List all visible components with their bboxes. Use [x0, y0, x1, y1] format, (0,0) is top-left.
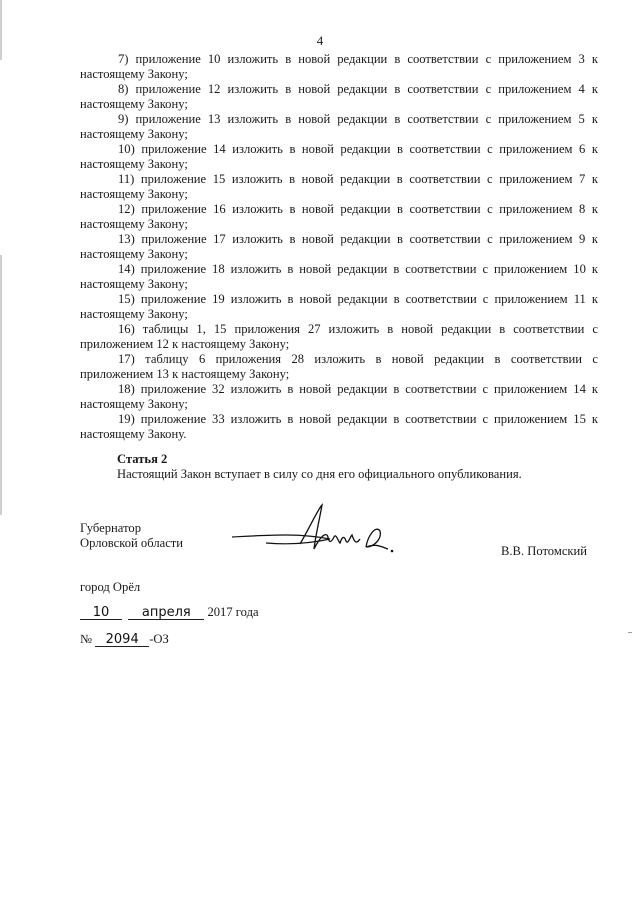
list-item-continuation: настоящему Закону;: [80, 277, 188, 291]
list-item-continuation: настоящему Закону;: [80, 127, 188, 141]
article-title: Статья 2: [117, 452, 168, 466]
list-item: [80, 172, 598, 202]
list-item-continuation: настоящему Закону;: [80, 67, 188, 81]
list-item-first-line: 19) приложение 33 изложить в новой редакции в соответствии с приложением 15 к: [118, 412, 598, 426]
list-item-continuation: настоящему Закону;: [80, 307, 188, 321]
list-item: [80, 82, 598, 112]
list-item: [80, 142, 598, 172]
list-item-first-line: 9) приложение 13 изложить в новой редакции в соответствии с приложением 5 к: [118, 112, 598, 126]
signatory-position: [80, 521, 183, 551]
list-item-continuation: настоящему Закону.: [80, 427, 187, 441]
number-value: 2094: [105, 632, 139, 647]
number-sign: №: [80, 632, 93, 646]
position-line-2: Орловской области: [80, 536, 184, 550]
date-month: апреля: [141, 605, 191, 620]
list-item: [80, 202, 598, 232]
list-item-continuation: настоящему Закону;: [80, 157, 188, 171]
position-line-1: Губернатор: [80, 521, 141, 535]
list-item: [80, 262, 598, 292]
list-item-continuation: настоящему Закону;: [80, 397, 188, 411]
list-item-first-line: 15) приложение 19 изложить в новой редакции в соответствии с приложением 11 к: [118, 292, 598, 306]
list-item: [80, 52, 598, 82]
list-item-continuation: настоящему Закону;: [80, 97, 188, 111]
list-item: [80, 112, 598, 142]
handwritten-signature: [230, 497, 402, 567]
list-item: [80, 382, 598, 412]
margin-mark: [0, 255, 2, 515]
list-item: [80, 352, 598, 382]
list-item-first-line: 12) приложение 16 изложить в новой редакции в соответствии с приложением 8 к: [118, 202, 598, 216]
list-item-first-line: 18) приложение 32 изложить в новой редакции в соответствии с приложением 14 к: [118, 382, 598, 396]
list-item-continuation: приложением 12 к настоящему Закону;: [80, 337, 290, 351]
list-item-continuation: настоящему Закону;: [80, 187, 188, 201]
date-day-field: [80, 606, 122, 620]
list-item: [80, 232, 598, 262]
list-item-continuation: приложением 13 к настоящему Закону;: [80, 367, 290, 381]
list-item-continuation: настоящему Закону;: [80, 247, 188, 261]
number-field: [95, 633, 149, 647]
list-item-continuation: настоящему Закону;: [80, 217, 188, 231]
list-item-first-line: 8) приложение 12 изложить в новой редакции в соответствии с приложением 4 к: [118, 82, 598, 96]
article-text: Настоящий Закон вступает в силу со дня его официального опубликования.: [117, 467, 522, 481]
date-year: 2017 года: [207, 605, 259, 619]
city: город Орёл: [80, 580, 141, 594]
law-number: [80, 632, 169, 647]
page-number: 4: [316, 33, 324, 48]
list-item: [80, 412, 598, 442]
list-item-first-line: 16) таблицы 1, 15 приложения 27 изложить в новой редакции в соответствии с: [118, 322, 598, 336]
margin-mark: [628, 632, 632, 633]
list-item-first-line: 14) приложение 18 изложить в новой редакции в соответствии с приложением 10 к: [118, 262, 598, 276]
list-item-first-line: 13) приложение 17 изложить в новой редакции в соответствии с приложением 9 к: [118, 232, 598, 246]
list-item: [80, 292, 598, 322]
signer-name: В.В. Потомский: [501, 544, 588, 558]
amendment-list: [80, 52, 598, 442]
list-item-first-line: 10) приложение 14 изложить в новой редакции в соответствии с приложением 6 к: [118, 142, 598, 156]
list-item: [80, 322, 598, 352]
signing-date: [80, 605, 259, 620]
date-month-field: [128, 606, 204, 620]
list-item-first-line: 17) таблицу 6 приложения 28 изложить в новой редакции в соответствии с: [118, 352, 598, 366]
date-day: 10: [92, 605, 110, 620]
list-item-first-line: 7) приложение 10 изложить в новой редакции в соответствии с приложением 3 к: [118, 52, 598, 66]
list-item-first-line: 11) приложение 15 изложить в новой редакции в соответствии с приложением 7 к: [118, 172, 598, 186]
article-2: [117, 452, 522, 482]
margin-mark: [0, 0, 2, 60]
number-suffix: -ОЗ: [149, 632, 169, 646]
